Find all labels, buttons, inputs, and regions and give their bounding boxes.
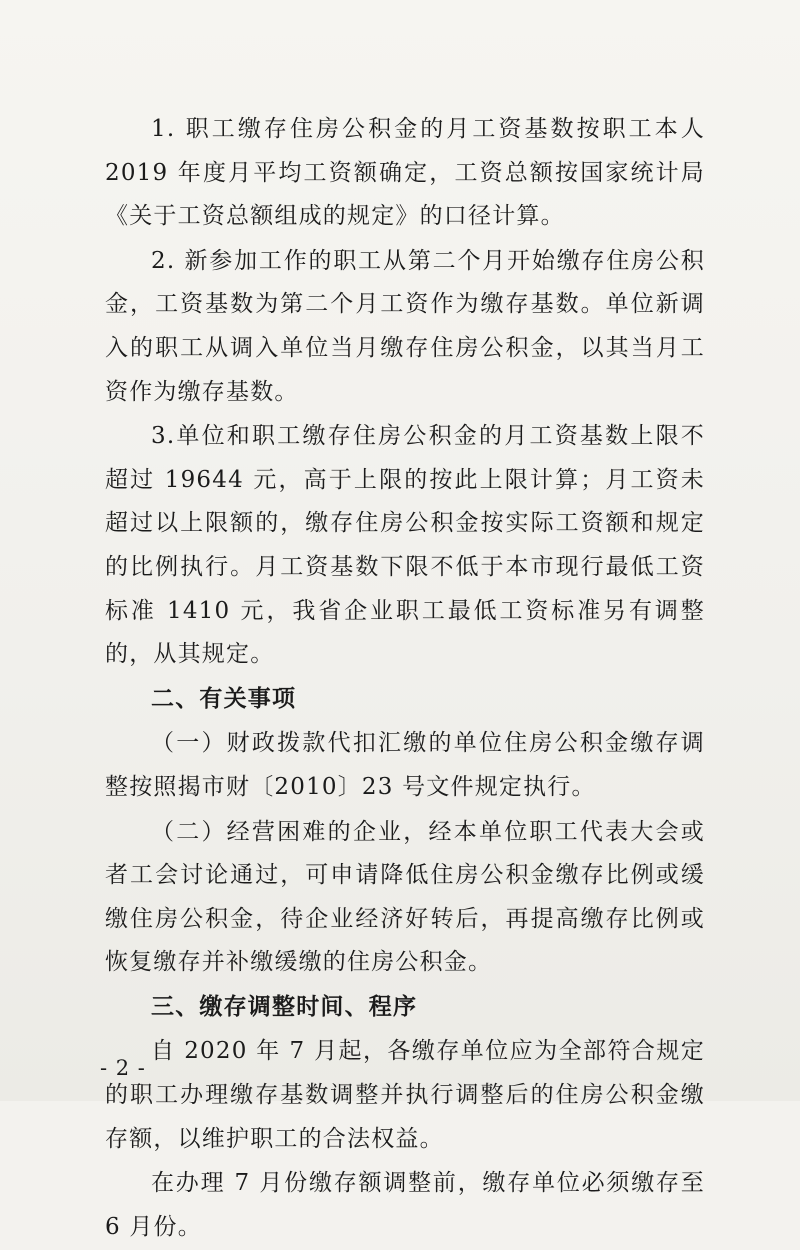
paragraph-2: 2. 新参加工作的职工从第二个月开始缴存住房公积金，工资基数为第二个月工资作为缴存基数。单位新调入的职工从调入单位当月缴存住房公积金，以其当月工资作为缴存基数。 [105, 247, 705, 405]
section-2-item-2: （二）经营困难的企业，经本单位职工代表大会或者工会讨论通过，可申请降低住房公积金缴存比例或缓缴住房公积金，待企业经济好转后，再提高缴存比例或恢复缴存并补缴缓缴的住房公积金。 [105, 818, 705, 976]
paragraph-3: 3.单位和职工缴存住房公积金的月工资基数上限不超过 19644 元，高于上限的按此上限计算；月工资未超过以上限额的，缴存住房公积金按实际工资额和规定的比例执行。月工资基数下限不低于本市现行最低工资标准 1410 元，我省企业职工最低工资标准另有调整的，从其规定。 [105, 423, 705, 668]
page-number: - 2 - [100, 1056, 146, 1080]
section-heading-3: 三、缴存调整时间、程序 [151, 993, 418, 1020]
section-3-item-2: 在办理 7 月份缴存额调整前，缴存单位必须缴存至 6 月份。 [105, 1170, 705, 1240]
section-2-item-1: （一）财政拨款代扣汇缴的单位住房公积金缴存调整按照揭市财〔2010〕23 号文件规定执行。 [105, 730, 705, 800]
section-3-item-1: 自 2020 年 7 月起，各缴存单位应为全部符合规定的职工办理缴存基数调整并执行调整后的住房公积金缴存额，以维护职工的合法权益。 [105, 1038, 705, 1152]
section-heading-2: 二、有关事项 [151, 685, 297, 712]
paragraph-1: 1. 职工缴存住房公积金的月工资基数按职工本人 2019 年度月平均工资额确定，工资总额按国家统计局《关于工资总额组成的规定》的口径计算。 [105, 116, 705, 230]
document-body [105, 108, 705, 1250]
